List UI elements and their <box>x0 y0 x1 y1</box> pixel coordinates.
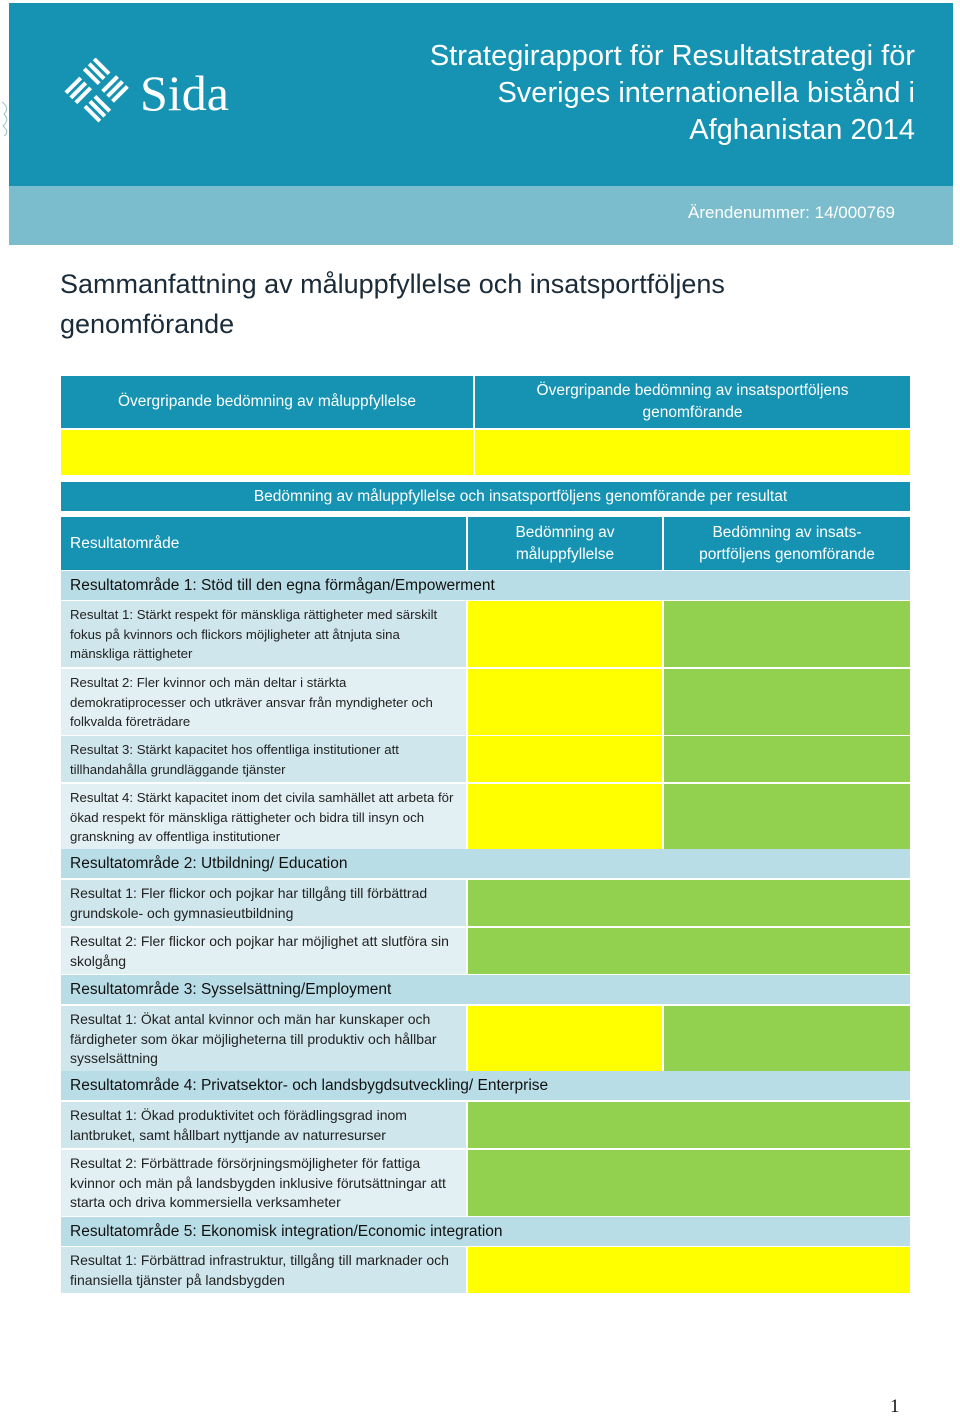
portfolio-status-1-1 <box>664 601 910 667</box>
result-3-1: Resultat 1: Ökat antal kvinnor och män har kunskaper och färdigheter som ökar möjligheterna till produktiv och hållbar sysselsättning <box>61 1006 466 1072</box>
result-1-3: Resultat 3: Stärkt kapacitet hos offentliga institutioner att tillhandahålla grundläggande tjänster <box>61 736 466 782</box>
portfolio-status-1-4 <box>664 784 910 850</box>
column-header-area: Resultatområde <box>61 517 466 570</box>
result-2-2: Resultat 2: Fler flickor och pojkar har möjlighet att slutföra sin skolgång <box>61 928 466 974</box>
portfolio-status-1-2 <box>664 669 910 735</box>
summary-goal-status <box>61 430 473 475</box>
column-header-portfolio: Bedömning av insats-portföljens genomförande <box>664 517 910 570</box>
status-2-2 <box>468 928 910 974</box>
result-1-2: Resultat 2: Fler kvinnor och män deltar i stärkta demokratiprocesser och utkräver ansvar från myndigheter och folkvalda företrädare <box>61 669 466 735</box>
goal-status-1-2 <box>468 669 662 735</box>
sida-logo <box>60 58 260 128</box>
summary-col-portfolio-header: Övergripande bedömning av insatsportföljens genomförande <box>475 376 910 428</box>
result-1-4: Resultat 4: Stärkt kapacitet inom det civila samhället att arbeta för ökad respekt för mänskliga rättigheter och bidra till insyn och granskning av offentliga institutioner <box>61 784 466 850</box>
result-2-1: Resultat 1: Fler flickor och pojkar har tillgång till förbättrad grundskole- och gymnasieutbildning <box>61 880 466 926</box>
status-4-1 <box>468 1102 910 1148</box>
area-row-5: Resultatområde 5: Ekonomisk integration/Economic integration <box>61 1217 910 1246</box>
goal-status-1-1 <box>468 601 662 667</box>
decorative-fringe-icon <box>0 98 14 138</box>
area-row-1: Resultatområde 1: Stöd till den egna förmågan/Empowerment <box>61 571 910 600</box>
page-heading: Sammanfattning av måluppfyllelse och insatsportföljens genomförande <box>60 269 725 339</box>
area-row-4: Resultatområde 4: Privatsektor- och landsbygdsutveckling/ Enterprise <box>61 1071 910 1100</box>
result-1-1: Resultat 1: Stärkt respekt för mänskliga rättigheter med särskilt fokus på kvinnors och flickors möjligheter att åtnjuta sina mänskliga rättigheter <box>61 601 466 667</box>
column-header-goal: Bedömning av måluppfyllelse <box>468 517 662 570</box>
status-4-2 <box>468 1150 910 1216</box>
goal-status-1-4 <box>468 784 662 850</box>
sida-emblem-icon <box>60 58 260 128</box>
status-2-1 <box>468 880 910 926</box>
case-number: Ärendenummer: 14/000769 <box>688 203 895 222</box>
summary-col-goal-header: Övergripande bedömning av måluppfyllelse <box>61 376 473 428</box>
goal-status-3-1 <box>468 1006 662 1072</box>
portfolio-status-3-1 <box>664 1006 910 1072</box>
detail-table-caption: Bedömning av måluppfyllelse och insatsportföljens genomförande per resultat <box>61 482 910 511</box>
summary-portfolio-status <box>475 430 910 475</box>
result-4-1: Resultat 1: Ökad produktivitet och förädlingsgrad inom lantbruket, samt hållbart nyttjande av naturresurser <box>61 1102 466 1148</box>
result-5-1: Resultat 1: Förbättrad infrastruktur, tillgång till marknader och finansiella tjänster på landsbygden <box>61 1247 466 1293</box>
status-5-1 <box>468 1247 910 1293</box>
area-row-3: Resultatområde 3: Sysselsättning/Employment <box>61 975 910 1004</box>
goal-status-1-3 <box>468 736 662 782</box>
area-row-2: Resultatområde 2: Utbildning/ Education <box>61 849 910 878</box>
result-4-2: Resultat 2: Förbättrade försörjningsmöjligheter för fattiga kvinnor och män på landsbygden inklusive förutsättningar att starta och driva kommersiella verksamheter <box>61 1150 466 1216</box>
portfolio-status-1-3 <box>664 736 910 782</box>
page-number: 1 <box>890 1396 900 1417</box>
report-title: Strategirapport för Resultatstrategi för Sveriges internationella bistånd i Afghanistan 2014 <box>429 40 915 146</box>
svg-text:Sida: Sida <box>140 65 229 121</box>
